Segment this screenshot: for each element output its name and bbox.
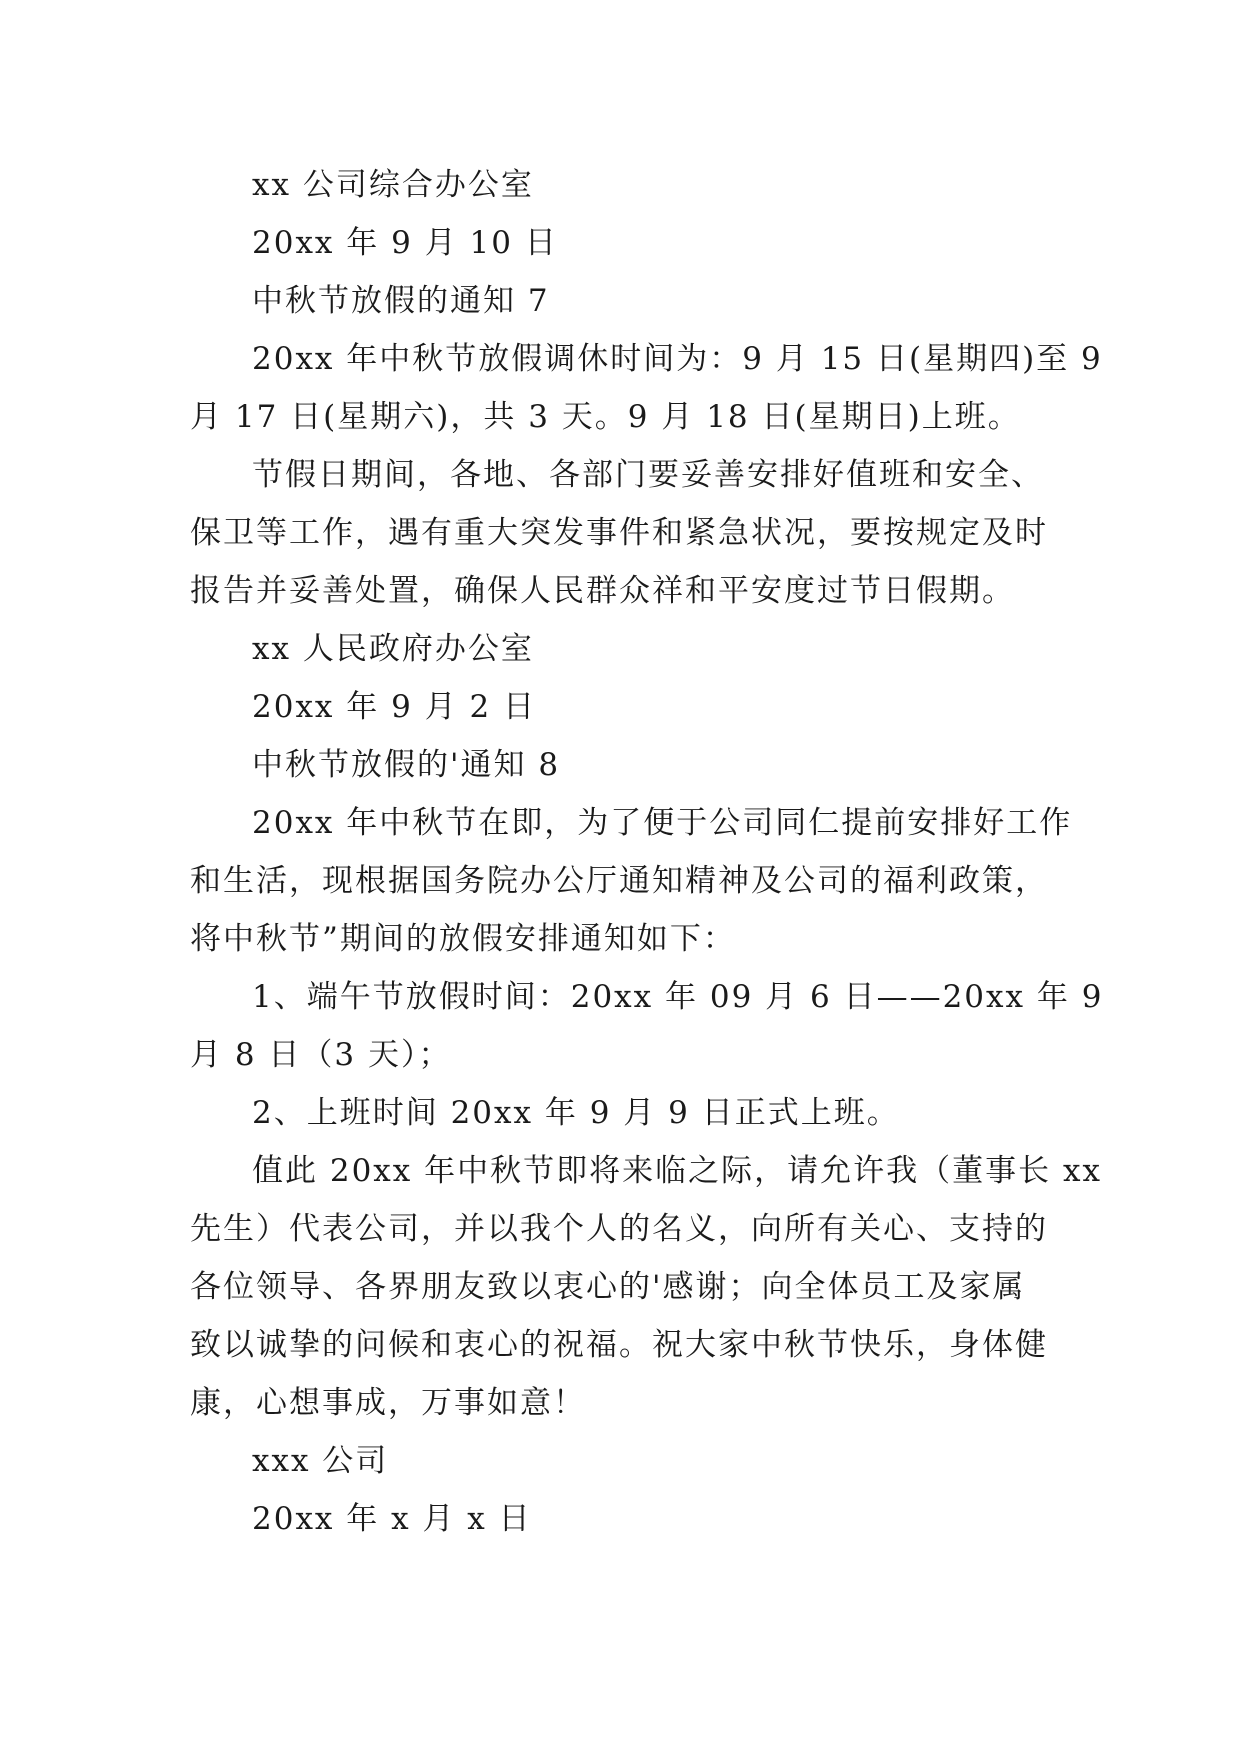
paragraph-line: 致以诚挚的问候和衷心的祝福。祝大家中秋节快乐，身体健 bbox=[190, 1327, 1048, 1363]
signature-date-2: 20xx 年 9 月 2 日 bbox=[252, 689, 537, 725]
list-item-2: 2、上班时间 20xx 年 9 月 9 日正式上班。 bbox=[252, 1095, 900, 1131]
notice-title-8: 中秋节放假的'通知 8 bbox=[252, 747, 561, 783]
signature-date-1: 20xx 年 9 月 10 日 bbox=[252, 225, 558, 261]
signature-org-3: xxx 公司 bbox=[252, 1443, 389, 1479]
list-item-1: 1、端午节放假时间：20xx 年 09 月 6 日——20xx 年 9 bbox=[252, 979, 1104, 1015]
paragraph-line: 20xx 年中秋节在即，为了便于公司同仁提前安排好工作 bbox=[252, 805, 1073, 841]
paragraph-line: 和生活，现根据国务院办公厅通知精神及公司的福利政策， bbox=[190, 863, 1048, 899]
paragraph-line: 值此 20xx 年中秋节即将来临之际，请允许我（董事长 xx bbox=[252, 1153, 1102, 1189]
paragraph-line: 20xx 年中秋节放假调休时间为：9 月 15 日(星期四)至 9 bbox=[252, 341, 1103, 377]
paragraph-line: 各位领导、各界朋友致以衷心的'感谢；向全体员工及家属 bbox=[190, 1269, 1026, 1305]
paragraph-line: 保卫等工作，遇有重大突发事件和紧急状况，要按规定及时 bbox=[190, 515, 1048, 551]
paragraph-line: 报告并妥善处置，确保人民群众祥和平安度过节日假期。 bbox=[190, 573, 1015, 609]
paragraph-line: 先生）代表公司，并以我个人的名义，向所有关心、支持的 bbox=[190, 1211, 1048, 1247]
paragraph-line: 将中秋节”期间的放假安排通知如下： bbox=[190, 921, 736, 957]
signature-date-3: 20xx 年 x 月 x 日 bbox=[252, 1501, 532, 1537]
paragraph-line: 月 17 日(星期六)，共 3 天。9 月 18 日(星期日)上班。 bbox=[190, 399, 1021, 435]
paragraph-line: 康，心想事成，万事如意！ bbox=[190, 1385, 586, 1421]
paragraph-line: 节假日期间，各地、各部门要妥善安排好值班和安全、 bbox=[252, 457, 1044, 493]
signature-org-1: xx 公司综合办公室 bbox=[252, 167, 534, 203]
list-item-1-cont: 月 8 日（3 天）； bbox=[190, 1037, 452, 1073]
notice-title-7: 中秋节放假的通知 7 bbox=[252, 283, 550, 319]
document-body bbox=[190, 156, 1104, 1548]
signature-org-2: xx 人民政府办公室 bbox=[252, 631, 534, 667]
